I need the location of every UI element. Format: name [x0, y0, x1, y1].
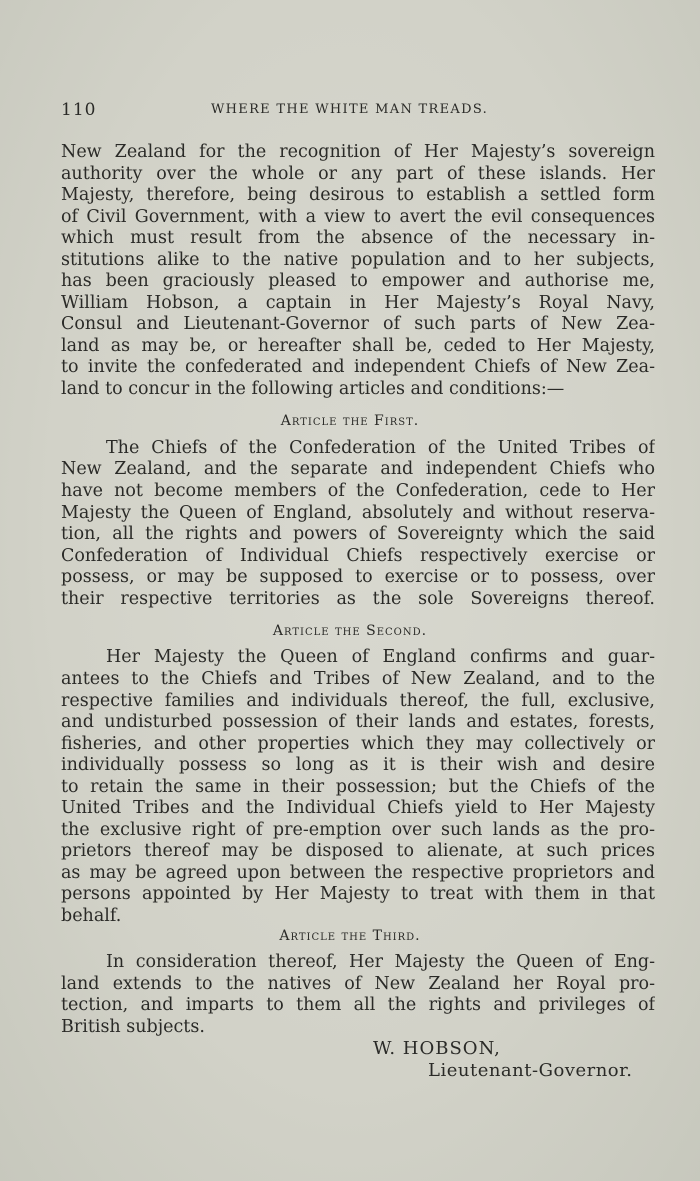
text-line: their respective territories as the sole Sovereigns thereof. [61, 589, 655, 609]
text-line: New Zealand, and the separate and independent Chiefs who [61, 459, 655, 479]
text-line: authority over the whole or any part of these islands. Her [61, 164, 655, 184]
page-number: 110 [61, 100, 97, 120]
text-line: prietors thereof may be disposed to alienate, at such prices [61, 841, 655, 861]
text-line: Consul and Lieutenant-Governor of such parts of New Zea- [61, 314, 655, 334]
text-line: as may be agreed upon between the respective proprietors and [61, 863, 655, 883]
text-line: British subjects. [61, 1017, 205, 1037]
text-line: behalf. [61, 906, 122, 926]
signature-name: W. HOBSON, [373, 1038, 501, 1059]
text-line: has been graciously pleased to empower and authorise me, [61, 271, 655, 291]
article-heading-third: Article the Third. [279, 928, 421, 944]
text-line: have not become members of the Confederation, cede to Her [61, 481, 655, 501]
text-line: possess, or may be supposed to exercise or to possess, over [61, 567, 655, 587]
text-line: persons appointed by Her Majesty to treat with them in that [61, 884, 655, 904]
text-line: antees to the Chiefs and Tribes of New Zealand, and to the [61, 669, 655, 689]
text-line: In consideration thereof, Her Majesty the Queen of Eng- [106, 952, 655, 972]
article-heading-first: Article the First. [280, 413, 420, 429]
text-line: fisheries, and other properties which they may collectively or [61, 734, 655, 754]
page-header [61, 100, 655, 122]
text-line: The Chiefs of the Confederation of the United Tribes of [106, 438, 655, 458]
text-line: land extends to the natives of New Zealand her Royal pro- [61, 974, 655, 994]
text-line: tection, and imparts to them all the rights and privileges of [61, 995, 655, 1015]
text-line: William Hobson, a captain in Her Majesty’s Royal Navy, [61, 293, 655, 313]
text-line: Her Majesty the Queen of England confirms and guar- [106, 647, 655, 667]
text-line: individually possess so long as it is their wish and desire [61, 755, 655, 775]
text-line: which must result from the absence of the necessary in- [61, 228, 655, 248]
text-line: land as may be, or hereafter shall be, ceded to Her Majesty, [61, 336, 655, 356]
text-line: of Civil Government, with a view to avert the evil consequences [61, 207, 655, 227]
text-line: stitutions alike to the native population and to her subjects, [61, 250, 655, 270]
text-line: to retain the same in their possession; but the Chiefs of the [61, 777, 655, 797]
text-line: and undisturbed possession of their lands and estates, forests, [61, 712, 655, 732]
text-line: respective families and individuals thereof, the full, exclusive, [61, 691, 655, 711]
text-line: New Zealand for the recognition of Her Majesty’s sovereign [61, 142, 655, 162]
text-line: Confederation of Individual Chiefs respectively exercise or [61, 546, 655, 566]
text-line: tion, all the rights and powers of Sovereignty which the said [61, 524, 655, 544]
text-line: land to concur in the following articles and conditions:— [61, 379, 565, 399]
text-line: United Tribes and the Individual Chiefs yield to Her Majesty [61, 798, 655, 818]
text-line: Majesty, therefore, being desirous to establish a settled form [61, 185, 655, 205]
text-line: Majesty the Queen of England, absolutely and without reserva- [61, 503, 655, 523]
running-head: WHERE THE WHITE MAN TREADS. [211, 102, 488, 117]
signature-title: Lieutenant-Governor. [428, 1060, 633, 1081]
text-line: to invite the confederated and independent Chiefs of New Zea- [61, 357, 655, 377]
article-heading-second: Article the Second. [272, 623, 428, 639]
text-line: the exclusive right of pre-emption over such lands as the pro- [61, 820, 655, 840]
